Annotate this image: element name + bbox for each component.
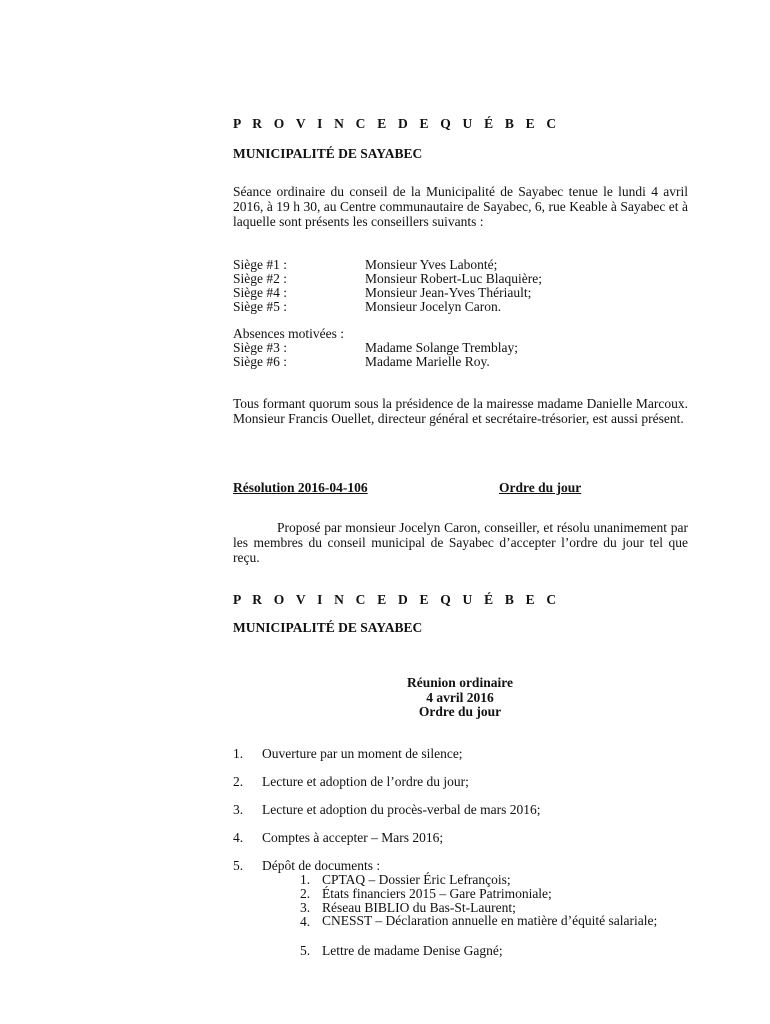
province-heading: P R O V I N C E D E Q U É B E C [233,592,561,607]
document-item: Réseau BIBLIO du Bas-St-Laurent; [322,900,516,915]
resolution-title: Ordre du jour [499,480,582,495]
agenda-number: 3. [233,802,244,817]
document-number: 1. [300,872,311,887]
agenda-heading-line: Réunion ordinaire [407,675,513,690]
councillor-name: Monsieur Yves Labonté; [365,257,498,272]
councillor-name: Monsieur Jocelyn Caron. [365,299,502,314]
councillor-name: Monsieur Robert-Luc Blaquière; [365,271,542,286]
seat-label: Siège #1 : [233,257,287,272]
councillor-name: Madame Solange Tremblay; [365,340,518,355]
province-heading: P R O V I N C E D E Q U É B E C [233,116,561,131]
seat-label: Siège #4 : [233,285,287,300]
document-item: Lettre de madame Denise Gagné; [322,943,503,958]
municipality-heading: MUNICIPALITÉ DE SAYABEC [233,146,423,161]
present-list [233,257,693,317]
agenda-item: Comptes à accepter – Mars 2016; [262,830,444,845]
seat-label: Siège #5 : [233,299,287,314]
agenda-item: Ouverture par un moment de silence; [262,746,463,761]
councillor-name: Madame Marielle Roy. [365,354,490,369]
session-intro: Séance ordinaire du conseil de la Municipalité de Sayabec tenue le lundi 4 avril 2016, à 19 h 30, au Centre communautaire de Sayabec, 6, rue Keable à Sayabec et à laquelle sont présents les conseillers suivants : [233,184,688,229]
agenda-item: Lecture et adoption du procès-verbal de mars 2016; [262,802,541,817]
document-item: CNESST – Déclaration annuelle en matière d’équité salariale; [322,913,658,928]
document-item: États financiers 2015 – Gare Patrimoniale; [322,886,552,901]
quorum-paragraph: Tous formant quorum sous la présidence de la mairesse madame Danielle Marcoux. Monsieur Francis Ouellet, directeur général et secrétaire-trésorier, est aussi présent. [233,396,688,426]
agenda-number: 2. [233,774,244,789]
resolution-number: Résolution 2016-04-106 [233,480,368,495]
document-item: CPTAQ – Dossier Éric Lefrançois; [322,872,511,887]
agenda-item: Lecture et adoption de l’ordre du jour; [262,774,469,789]
agenda-heading [360,676,560,720]
absences-label: Absences motivées : [233,326,344,341]
agenda-heading-line: 4 avril 2016 [426,689,494,705]
councillor-name: Monsieur Jean-Yves Thériault; [365,285,532,300]
agenda-number: 1. [233,746,244,761]
agenda-item: Dépôt de documents : [262,858,381,873]
agenda-number: 4. [233,830,244,845]
document-number: 3. [300,900,311,915]
municipality-heading: MUNICIPALITÉ DE SAYABEC [233,620,423,635]
document-number: 2. [300,886,311,901]
agenda-heading-line: Ordre du jour [418,704,502,719]
absent-list [233,340,693,372]
document-number: 4. [300,914,311,929]
seat-label: Siège #2 : [233,271,287,286]
document-number: 5. [300,943,311,958]
agenda-number: 5. [233,858,244,873]
seat-label: Siège #6 : [233,354,287,369]
seat-label: Siège #3 : [233,340,287,355]
resolution-text: Proposé par monsieur Jocelyn Caron, conseiller, et résolu unanimement par les membres du conseil municipal de Sayabec d’accepter l’ordre du jour tel que reçu. [233,520,688,565]
